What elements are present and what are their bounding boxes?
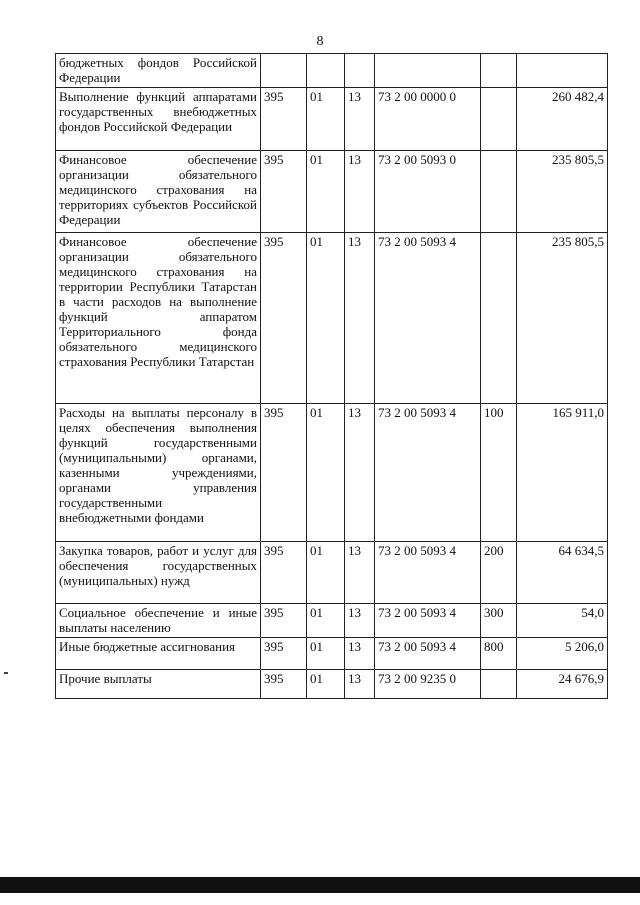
amount-cell: 260 482,4 <box>517 88 608 151</box>
target-article-cell: 73 2 00 5093 4 <box>375 233 481 404</box>
table-row <box>56 638 608 670</box>
expense-type-cell <box>481 670 517 699</box>
page-number: 8 <box>316 34 324 49</box>
expense-type-cell: 300 <box>481 604 517 638</box>
name-cell: Расходы на выплаты персоналу в целях обеспечения выполнения функций государственными (муниципальными) органами, казенными учреждениями, органами управления государственными внебюджетными фондами <box>56 404 261 542</box>
target-article-cell: 73 2 00 0000 0 <box>375 88 481 151</box>
amount-cell: 54,0 <box>517 604 608 638</box>
amount-cell: 64 634,5 <box>517 542 608 604</box>
section-code-cell: 01 <box>307 88 345 151</box>
amount-cell: 165 911,0 <box>517 404 608 542</box>
expense-type-cell <box>481 54 517 88</box>
section-code-cell <box>307 54 345 88</box>
subsection-code-cell: 13 <box>345 88 375 151</box>
amount-cell: 235 805,5 <box>517 151 608 233</box>
table-row <box>56 88 608 151</box>
subsection-code-cell: 13 <box>345 542 375 604</box>
target-article-cell: 73 2 00 5093 0 <box>375 151 481 233</box>
expense-type-cell: 200 <box>481 542 517 604</box>
subsection-code-cell: 13 <box>345 638 375 670</box>
ved-code-cell: 395 <box>261 151 307 233</box>
expense-type-cell: 100 <box>481 404 517 542</box>
target-article-cell: 73 2 00 5093 4 <box>375 638 481 670</box>
target-article-cell: 73 2 00 5093 4 <box>375 542 481 604</box>
name-cell: Финансовое обеспечение организации обязательного медицинского страхования на территории Республики Татарстан в части расходов на выполнение функций аппаратом Территориального фонда обязательного медицинского страхования Республики Татарстан <box>56 233 261 404</box>
target-article-cell: 73 2 00 5093 4 <box>375 604 481 638</box>
table-row <box>56 404 608 542</box>
table-body <box>56 54 608 699</box>
name-cell: Социальное обеспечение и иные выплаты населению <box>56 604 261 638</box>
target-article-cell: 73 2 00 9235 0 <box>375 670 481 699</box>
table-row <box>56 670 608 699</box>
amount-cell: 24 676,9 <box>517 670 608 699</box>
name-cell: Финансовое обеспечение организации обязательного медицинского страхования на территориях субъектов Российской Федерации <box>56 151 261 233</box>
table-row <box>56 542 608 604</box>
subsection-code-cell: 13 <box>345 670 375 699</box>
section-code-cell: 01 <box>307 638 345 670</box>
amount-cell: 235 805,5 <box>517 233 608 404</box>
section-code-cell: 01 <box>307 604 345 638</box>
table-row <box>56 54 608 88</box>
table-row <box>56 151 608 233</box>
expense-type-cell: 800 <box>481 638 517 670</box>
table-row <box>56 604 608 638</box>
ved-code-cell: 395 <box>261 542 307 604</box>
subsection-code-cell: 13 <box>345 151 375 233</box>
target-article-cell: 73 2 00 5093 4 <box>375 404 481 542</box>
section-code-cell: 01 <box>307 233 345 404</box>
name-cell: бюджетных фондов Российской Федерации <box>56 54 261 88</box>
subsection-code-cell: 13 <box>345 604 375 638</box>
subsection-code-cell: 13 <box>345 233 375 404</box>
target-article-cell <box>375 54 481 88</box>
margin-mark <box>4 672 8 674</box>
amount-cell <box>517 54 608 88</box>
section-code-cell: 01 <box>307 670 345 699</box>
subsection-code-cell <box>345 54 375 88</box>
expense-type-cell <box>481 151 517 233</box>
scan-footer-bar <box>0 877 640 893</box>
expense-type-cell <box>481 88 517 151</box>
subsection-code-cell: 13 <box>345 404 375 542</box>
name-cell: Иные бюджетные ассигнования <box>56 638 261 670</box>
ved-code-cell <box>261 54 307 88</box>
section-code-cell: 01 <box>307 151 345 233</box>
table-row <box>56 233 608 404</box>
name-cell: Выполнение функций аппаратами государственных внебюджетных фондов Российской Федерации <box>56 88 261 151</box>
name-cell: Прочие выплаты <box>56 670 261 699</box>
expense-type-cell <box>481 233 517 404</box>
ved-code-cell: 395 <box>261 233 307 404</box>
budget-table <box>55 53 608 699</box>
ved-code-cell: 395 <box>261 670 307 699</box>
ved-code-cell: 395 <box>261 404 307 542</box>
amount-cell: 5 206,0 <box>517 638 608 670</box>
ved-code-cell: 395 <box>261 638 307 670</box>
name-cell: Закупка товаров, работ и услуг для обеспечения государственных (муниципальных) нужд <box>56 542 261 604</box>
ved-code-cell: 395 <box>261 88 307 151</box>
section-code-cell: 01 <box>307 404 345 542</box>
ved-code-cell: 395 <box>261 604 307 638</box>
section-code-cell: 01 <box>307 542 345 604</box>
